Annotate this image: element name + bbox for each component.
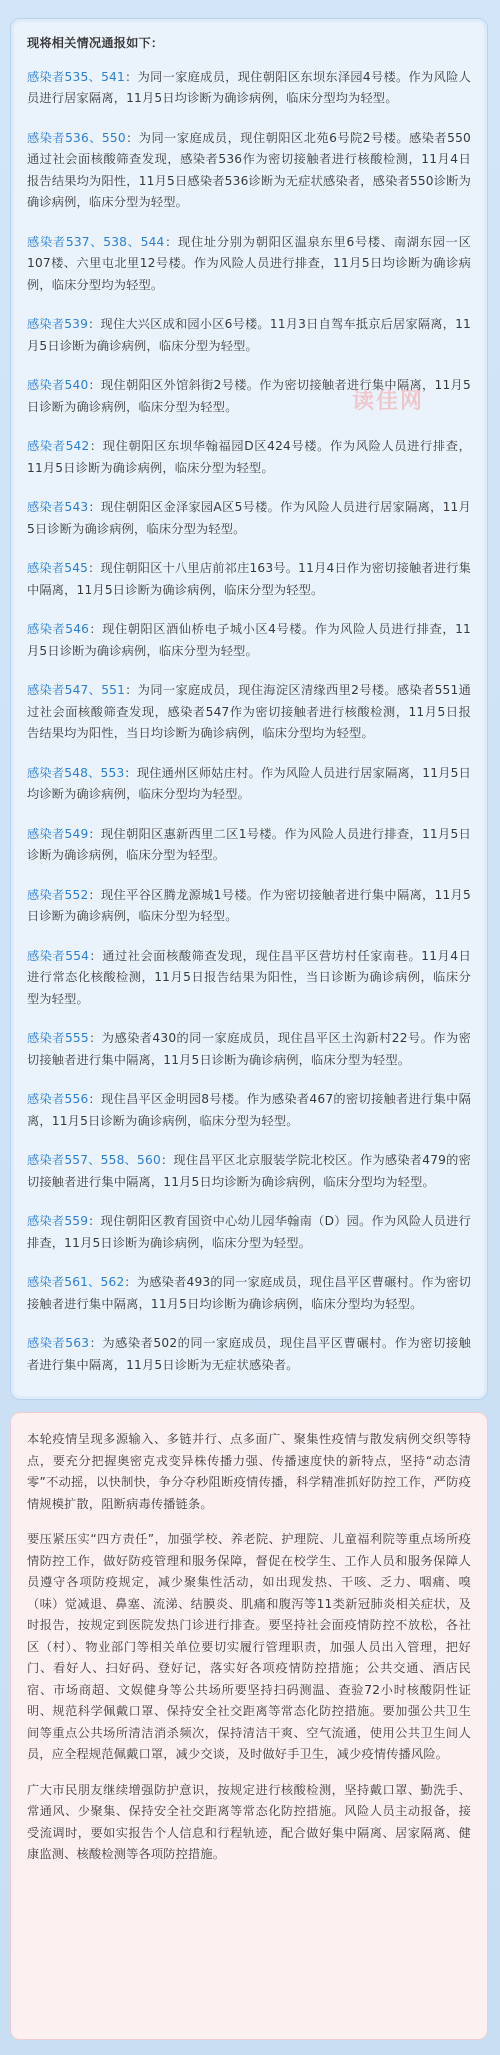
case-tag: 感染者561、562 xyxy=(27,1275,125,1289)
guidance-paragraph: 要压紧压实“四方责任”，加强学校、养老院、护理院、儿童福利院等重点场所疫情防控工作，做好防疫管理和服务保障，督促在校学生、工作人员和服务保障人员遵守各项防疫规定，减少聚集性活动，如出现发热、干咳、乏力、咽痛、嗅（味）觉减退、鼻塞、流涕、结膜炎、肌痛和腹泻等11类新冠肺炎相关症状，及时报告，按规定到医院发热门诊进行排查。要坚持社会面疫情防控不放松，各社区（村）、物业部门等相关单位要切实履行管理职责，加强人员出入管理，把好门、看好人、扫好码、登好记，落实好各项疫情防控措施；公共交通、酒店民宿、市场商超、文娱健身等公共场所要坚持扫码测温、查验72小时核酸阴性证明、规范科学佩戴口罩、保持安全社交距离等常态化防控措施。要加强公共卫生间等重点公共场所清洁消杀频次，保持清洁干爽、空气流通，使用公共卫生间人员，应全程规范佩戴口罩，减少交谈，及时做好手卫生，减少疫情传播风险。 xyxy=(27,1532,471,1761)
case-text: ：为同一家庭成员，现住朝阳区东坝东泽园4号楼。作为风险人员进行居家隔离，11月5日均诊断为确诊病例，临床分型均为轻型。 xyxy=(27,69,471,105)
case-entry xyxy=(27,680,471,745)
case-text: ：现住通州区师姑庄村。作为风险人员进行居家隔离，11月5日均诊断为确诊病例，临床分型均为轻型。 xyxy=(27,765,472,801)
case-text: ：为感染者430的同一家庭成员，现住昌平区土沟新村22号。作为密切接触者进行集中隔离，11月5日诊断为确诊病例，临床分型为轻型。 xyxy=(27,1031,471,1067)
guidance-card xyxy=(10,1412,488,2040)
case-tag: 感染者555 xyxy=(27,1031,89,1045)
guidance-paragraph: 广大市民朋友继续增强防护意识，按规定进行核酸检测，坚持戴口罩、勤洗手、常通风、少聚集、保持安全社交距离等常态化防控措施。风险人员主动报备，接受流调时，要如实报告个人信息和行程轨迹，配合做好集中隔离、居家隔离、健康监测、核酸检测等各项防控措施。 xyxy=(27,1782,471,1861)
case-text: ：现住朝阳区金泽家园A区5号楼。作为风险人员进行居家隔离，11月5日诊断为确诊病例，临床分型为轻型。 xyxy=(27,500,471,536)
case-tag: 感染者559 xyxy=(27,1214,89,1228)
case-tag: 感染者547、551 xyxy=(27,683,126,697)
case-entry xyxy=(27,1272,471,1315)
case-tag: 感染者537、538、544 xyxy=(27,234,165,249)
case-entry xyxy=(27,1333,471,1376)
case-entry xyxy=(27,128,471,214)
case-text: ：为同一家庭成员，现住朝阳区北苑6号院2号楼。感染者550通过社会面核酸筛查发现，感染者536作为密切接触者进行核酸检测，11月4日报告结果均为阳性，11月5日感染者536诊断为无症状感染者，感染者550诊断为确诊病例，临床分型为轻型。 xyxy=(27,130,471,209)
case-text: ：现住朝阳区东坝华翰福园D区424号楼。作为风险人员进行排查，11月5日诊断为确诊病例，临床分型为轻型。 xyxy=(27,439,471,475)
guidance-paragraphs xyxy=(27,1429,471,1866)
case-entry xyxy=(27,232,471,297)
case-text: ：现住大兴区成和园小区6号楼。11月3日自驾车抵京后居家隔离，11月5日诊断为确诊病例，临床分型为轻型。 xyxy=(27,317,471,353)
case-entry xyxy=(27,1150,471,1193)
case-text: ：现住平谷区腾龙源城1号楼。作为密切接触者进行集中隔离，11月5日诊断为确诊病例，临床分型为轻型。 xyxy=(27,887,471,923)
case-entry xyxy=(27,436,471,479)
case-tag: 感染者536、550 xyxy=(27,130,126,145)
case-entry xyxy=(27,763,471,806)
guidance-paragraph: 本轮疫情呈现多源输入、多链并行、点多面广、聚集性疫情与散发病例交织等特点，要充分把握奥密克戎变异株传播力强、传播速度快的新特点，坚持“动态清零”不动摇，以快制快，争分夺秒阻断疫情传播，科学精准抓好防控工作，严防疫情规模扩散，阻断病毒传播链条。 xyxy=(27,1432,471,1511)
case-tag: 感染者545 xyxy=(27,561,89,575)
case-tag: 感染者546 xyxy=(27,622,90,636)
case-tag: 感染者539 xyxy=(27,317,89,331)
case-text: ：现住昌平区金明园8号楼。作为感染者467的密切接触者进行集中隔离，11月5日诊断为确诊病例，临床分型为轻型。 xyxy=(27,1092,471,1128)
case-notice-card xyxy=(10,18,488,1400)
case-tag: 感染者540 xyxy=(27,378,89,392)
case-text: ：为感染者493的同一家庭成员，现住昌平区曹碾村。作为密切接触者进行集中隔离，11月5日均诊断为确诊病例，临床分型均为轻型。 xyxy=(27,1275,472,1311)
case-tag: 感染者563 xyxy=(27,1336,90,1350)
case-tag: 感染者542 xyxy=(27,439,90,453)
case-entry xyxy=(27,314,471,357)
case-tag: 感染者535、541 xyxy=(27,69,125,84)
case-text: ：现住朝阳区酒仙桥电子城小区4号楼。作为风险人员进行排查，11月5日诊断为确诊病例，临床分型为轻型。 xyxy=(27,622,471,658)
case-entry xyxy=(27,1089,471,1132)
case-entry xyxy=(27,67,471,110)
case-list xyxy=(27,67,471,1377)
case-text: ：现住朝阳区惠新西里二区1号楼。作为风险人员进行排查，11月5日诊断为确诊病例，临床分型为轻型。 xyxy=(27,826,471,862)
case-tag: 感染者554 xyxy=(27,948,90,963)
case-entry xyxy=(27,1211,471,1254)
case-tag: 感染者557、558、560 xyxy=(27,1153,161,1167)
case-entry xyxy=(27,619,471,662)
case-text: ：通过社会面核酸筛查发现，现住昌平区营坊村任家南巷。11月4日进行常态化核酸检测，11月5日报告结果为阳性，当日诊断为确诊病例，临床分型为轻型。 xyxy=(27,948,471,1006)
case-text: ：现住昌平区北京服装学院北校区。作为感染者479的密切接触者进行集中隔离，11月5日均诊断为确诊病例，临床分型均为轻型。 xyxy=(27,1153,471,1189)
case-entry xyxy=(27,824,471,867)
case-tag: 感染者543 xyxy=(27,500,89,514)
case-text: ：现住朝阳区外馆斜街2号楼。作为密切接触者进行集中隔离，11月5日诊断为确诊病例，临床分型为轻型。 xyxy=(27,378,471,414)
notice-heading: 现将相关情况通报如下： xyxy=(27,36,164,50)
case-entry xyxy=(27,497,471,540)
case-text: ：现住址分别为朝阳区温泉东里6号楼、南湖东园一区107楼、六里屯北里12号楼。作为风险人员进行排查，11月5日均诊断为确诊病例，临床分型均为轻型。 xyxy=(27,234,471,292)
case-text: ：为同一家庭成员，现住海淀区清缘西里2号楼。感染者551通过社会面核酸筛查发现，感染者547作为密切接触者进行核酸检测，11月5日报告结果均为阳性，当日均诊断为确诊病例，临床分型均为轻型。 xyxy=(27,683,471,740)
watermark: 读佳网 xyxy=(352,389,425,414)
case-text: ：现住朝阳区教育国资中心幼儿园华翰南（D）园。作为风险人员进行排查，11月5日诊断为确诊病例，临床分型为轻型。 xyxy=(27,1214,471,1250)
case-entry xyxy=(27,1028,471,1071)
case-text: ：为感染者502的同一家庭成员，现住昌平区曹碾村。作为密切接触者进行集中隔离，11月5日诊断为无症状感染者。 xyxy=(27,1336,472,1372)
case-entry xyxy=(27,946,471,1011)
case-tag: 感染者549 xyxy=(27,826,89,841)
case-entry xyxy=(27,558,471,601)
case-tag: 感染者548、553 xyxy=(27,765,125,780)
case-entry xyxy=(27,885,471,928)
case-tag: 感染者552 xyxy=(27,887,89,902)
case-tag: 感染者556 xyxy=(27,1092,89,1106)
case-text: ：现住朝阳区十八里店前祁庄163号。11月4日作为密切接触者进行集中隔离，11月5日诊断为确诊病例，临床分型为轻型。 xyxy=(27,561,472,597)
